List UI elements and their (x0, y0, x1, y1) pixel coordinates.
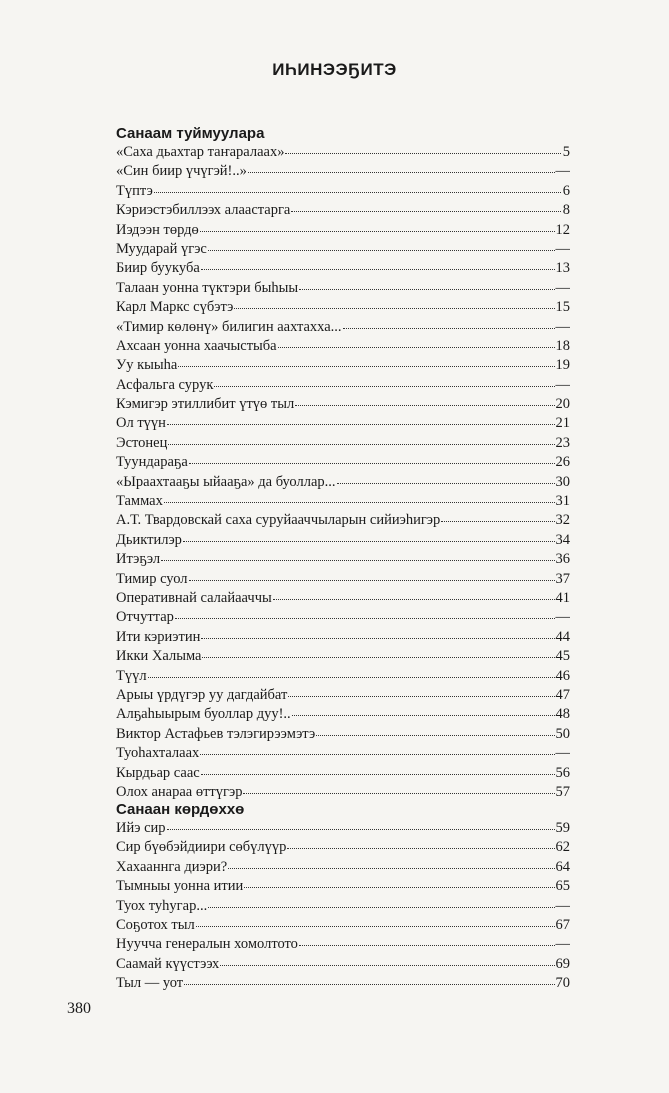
toc-entry (116, 725, 570, 744)
entry-page: 70 (555, 975, 570, 992)
entry-title: Хахааннга диэри? (116, 858, 228, 875)
entry-page: 59 (555, 820, 570, 836)
dot-leader (234, 307, 554, 309)
toc-entry (116, 705, 570, 724)
entry-title: Түптэ (116, 182, 153, 199)
dot-leader (287, 847, 554, 849)
dot-leader (214, 385, 554, 387)
dot-leader (299, 944, 555, 946)
toc-entry (116, 897, 570, 916)
toc-entry (116, 240, 570, 259)
toc-entry (116, 974, 570, 993)
entry-title: «Син биир үчүгэй!..» (116, 163, 247, 180)
entry-page: 62 (555, 839, 570, 856)
toc-entry (116, 858, 570, 877)
entry-page: 45 (555, 648, 570, 665)
entry-title: Оперативнай салайааччы (116, 589, 272, 606)
entry-title: Ахсаан уонна хаачыстыба (116, 337, 277, 354)
entry-page: — (555, 240, 570, 257)
dot-leader (220, 964, 554, 966)
entry-title: Ийэ сир (116, 820, 166, 836)
dot-leader (343, 327, 555, 329)
entry-title: Асфальга сурук (116, 376, 214, 393)
toc-entry (116, 744, 570, 763)
dot-leader (184, 983, 554, 985)
entry-title: Олох анараа өттүгэр (116, 783, 243, 800)
entry-page: 30 (555, 473, 570, 490)
dot-leader (167, 828, 555, 830)
entry-title: Виктор Астафьев тэлэгирээмэтэ (116, 725, 316, 742)
entry-title: Туоһахталаах (116, 745, 200, 762)
entry-page: — (555, 163, 570, 180)
dot-leader (154, 191, 561, 193)
entry-page: 20 (555, 396, 570, 413)
toc-entry (116, 550, 570, 569)
page-title: ИҺИНЭЭҔИТЭ (272, 60, 397, 79)
entry-page: 57 (555, 783, 570, 800)
entry-title: Тыл — уот (116, 975, 184, 992)
section-heading: Санаан көрдөххө (116, 801, 245, 818)
dot-leader (161, 559, 554, 561)
toc-entry (116, 628, 570, 647)
dot-leader (167, 423, 555, 425)
dot-leader (183, 540, 555, 542)
entry-title: Кырдьар саас (116, 764, 200, 781)
entry-page: 31 (555, 493, 570, 510)
entry-page: 47 (555, 686, 570, 703)
toc-section-2 (116, 800, 570, 994)
dot-leader (168, 443, 554, 445)
entry-title: Иэдээн төрдө (116, 221, 199, 238)
entry-title: Отчуттар (116, 609, 174, 626)
toc-entry (116, 279, 570, 298)
toc-entry (116, 589, 570, 608)
dot-leader (189, 579, 555, 581)
entry-title: Талаан уонна түктэри быһыы (116, 279, 299, 296)
toc-entry (116, 511, 570, 530)
toc-entry (116, 298, 570, 317)
dot-leader (441, 520, 554, 522)
entry-page: 5 (562, 144, 570, 160)
toc-entry (116, 916, 570, 935)
toc-entry (116, 337, 570, 356)
entry-page: — (555, 936, 570, 953)
dot-leader (200, 753, 554, 755)
entry-page: 8 (562, 202, 570, 219)
toc-entry (116, 221, 570, 240)
entry-page: 37 (555, 570, 570, 587)
dot-leader (316, 734, 554, 736)
toc-entry (116, 647, 570, 666)
toc-entry (116, 838, 570, 857)
toc-entry (116, 395, 570, 414)
toc-section-1 (116, 124, 570, 802)
entry-title: Туох туһугар... (116, 897, 208, 914)
entry-title: Сир бүөбэйдиири сөбүлүүр (116, 839, 287, 856)
entry-title: Карл Маркс сүбэтэ (116, 299, 234, 316)
dot-leader (337, 482, 555, 484)
entry-page: 32 (555, 512, 570, 529)
toc-entry (116, 764, 570, 783)
dot-leader (200, 230, 555, 232)
dot-leader (201, 773, 555, 775)
entry-title: Икки Халыма (116, 648, 202, 665)
toc-entry (116, 819, 570, 838)
toc-entry (116, 318, 570, 337)
entry-page: 65 (555, 878, 570, 895)
entry-title: Ол түүн (116, 415, 166, 432)
entry-page: 18 (555, 337, 570, 354)
entry-title: «Саха дьахтар таҥаралаах» (116, 144, 285, 160)
dot-leader (175, 617, 555, 619)
toc-entry (116, 434, 570, 453)
page-number: 380 (67, 1000, 91, 1017)
toc-entries (116, 143, 570, 802)
dot-leader (196, 925, 555, 927)
entry-page: 19 (555, 357, 570, 374)
toc-entry (116, 877, 570, 896)
toc-entry (116, 182, 570, 201)
entry-title: Кэмигэр этиллибит үтүө тыл (116, 396, 295, 413)
entry-page: 34 (555, 531, 570, 548)
dot-leader (164, 501, 555, 503)
entry-page: 36 (555, 551, 570, 568)
entry-title: Алҕаһыырым буоллар дуу!.. (116, 706, 291, 723)
toc-entries (116, 819, 570, 994)
entry-page: 67 (555, 916, 570, 933)
toc-entry (116, 143, 570, 162)
toc-entry (116, 201, 570, 220)
entry-title: Эстонец (116, 434, 168, 451)
dot-leader (189, 462, 555, 464)
entry-title: Нуучча генералын хомолтото (116, 936, 298, 953)
entry-page: 21 (555, 415, 570, 432)
toc-entry (116, 531, 570, 550)
entry-title: Биир буукуба (116, 260, 200, 277)
dot-leader (208, 249, 555, 251)
dot-leader (244, 886, 554, 888)
entry-page: 44 (555, 628, 570, 645)
dot-leader (285, 152, 561, 154)
dot-leader (273, 598, 555, 600)
entry-title: Тымныы уонна итии (116, 878, 244, 895)
entry-title: «Ыраахтааҕы ыйааҕа» да буоллар... (116, 473, 336, 490)
entry-page: 50 (555, 725, 570, 742)
section-heading: Санаам туймуулара (116, 125, 265, 142)
toc-entry (116, 935, 570, 954)
dot-leader (201, 637, 554, 639)
toc-entry (116, 667, 570, 686)
entry-title: Арыы үрдүгэр уу дагдайбат (116, 686, 288, 703)
entry-page: — (555, 745, 570, 762)
entry-page: 26 (555, 454, 570, 471)
entry-title: Соҕотох тыл (116, 916, 195, 933)
entry-page: 64 (555, 858, 570, 875)
toc-entry (116, 414, 570, 433)
entry-title: Итэҕэл (116, 551, 161, 568)
dot-leader (243, 792, 554, 794)
dot-leader (148, 676, 555, 678)
entry-page: 12 (555, 221, 570, 238)
entry-page: 41 (555, 589, 570, 606)
entry-title: Кэриэстэбиллээх алаастарга (116, 202, 291, 219)
toc-entry (116, 492, 570, 511)
entry-page: — (555, 609, 570, 626)
entry-page: — (555, 318, 570, 335)
entry-page: 13 (555, 260, 570, 277)
entry-page: 46 (555, 667, 570, 684)
dot-leader (299, 288, 554, 290)
dot-leader (292, 714, 555, 716)
toc-entry (116, 608, 570, 627)
dot-leader (178, 365, 554, 367)
entry-page: 15 (555, 299, 570, 316)
toc-entry (116, 473, 570, 492)
dot-leader (248, 171, 555, 173)
entry-page: — (555, 897, 570, 914)
dot-leader (278, 346, 555, 348)
toc-entry (116, 955, 570, 974)
entry-title: Тимир суол (116, 570, 188, 587)
toc-entry (116, 356, 570, 375)
toc-entry (116, 570, 570, 589)
dot-leader (291, 210, 561, 212)
entry-title: Саамай күүстээх (116, 955, 220, 972)
dot-leader (208, 906, 554, 908)
dot-leader (228, 867, 554, 869)
entry-page: 6 (562, 182, 570, 199)
dot-leader (295, 404, 554, 406)
toc-entry (116, 162, 570, 181)
toc-entry (116, 259, 570, 278)
entry-title: Туундараҕа (116, 454, 188, 471)
toc-entry (116, 686, 570, 705)
entry-page: 56 (555, 764, 570, 781)
dot-leader (288, 695, 554, 697)
toc-entry (116, 376, 570, 395)
entry-page: 23 (555, 434, 570, 451)
entry-page: 69 (555, 955, 570, 972)
entry-title: А.Т. Твардовскай саха суруйааччыларын сийиэһигэр (116, 512, 441, 529)
entry-title: Дьиктилэр (116, 531, 182, 548)
entry-title: Ити кэриэтин (116, 628, 201, 645)
entry-title: Муударай үгэс (116, 240, 207, 257)
toc-entry (116, 453, 570, 472)
entry-title: «Тимир көлөнү» билигин аахтахха... (116, 318, 342, 335)
entry-page: — (555, 376, 570, 393)
entry-page: 48 (555, 706, 570, 723)
entry-title: Уу кыыһа (116, 357, 178, 374)
dot-leader (201, 268, 555, 270)
entry-title: Түүл (116, 667, 147, 684)
entry-page: — (555, 279, 570, 296)
dot-leader (202, 656, 554, 658)
entry-title: Таммах (116, 493, 163, 510)
